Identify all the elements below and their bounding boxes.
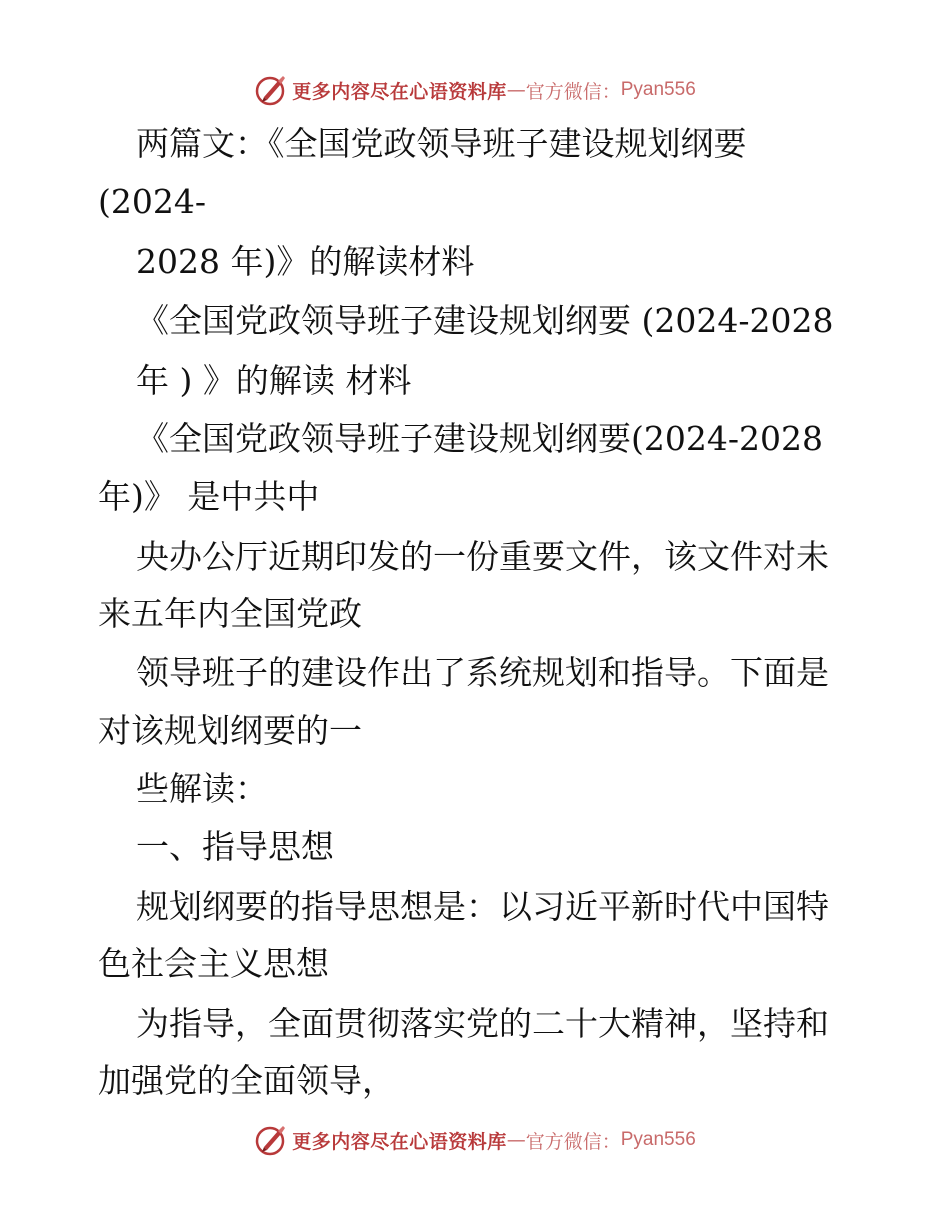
watermark-wechat-label: 官方微信：	[525, 80, 621, 103]
document-title-line-1: 两篇文：《全国党政领导班子建设规划纲要	[136, 124, 747, 163]
watermark-wechat-label: 官方微信：	[525, 1130, 621, 1153]
section-heading: 一、指导思想	[136, 827, 334, 866]
paragraph-line: 加强党的全面领导，	[98, 1061, 395, 1100]
paragraph-line: 《全国党政领导班子建设规划纲要(2024-2028	[136, 419, 823, 458]
watermark-brand-text: 更多内容尽在心语资料库	[292, 1130, 507, 1153]
paragraph-line: 规划纲要的指导思想是：以习近平新时代中国特	[136, 887, 829, 926]
paragraph-line: 央办公厅近期印发的一份重要文件，该文件对未	[136, 537, 829, 576]
paragraph-line: 些解读：	[136, 769, 268, 808]
header-watermark	[0, 70, 950, 110]
paragraph-line: 为指导，全面贯彻落实党的二十大精神，坚持和	[136, 1004, 829, 1043]
watermark-brand-text: 更多内容尽在心语资料库	[292, 80, 507, 103]
quill-pen-logo-icon	[254, 73, 288, 107]
document-subtitle-line-2: 年 ) 》的解读 材料	[136, 361, 412, 400]
paragraph-line: 色社会主义思想	[98, 944, 329, 983]
document-title-line-2: (2024-	[98, 182, 207, 221]
document-subtitle-line-1: 《全国党政领导班子建设规划纲要 (2024-2028	[136, 301, 834, 340]
watermark-separator: —	[506, 79, 526, 101]
quill-pen-logo-icon	[254, 1123, 288, 1157]
paragraph-line: 对该规划纲要的一	[98, 711, 362, 750]
document-title-line-3: 2028 年)》的解读材料	[136, 242, 475, 281]
footer-watermark	[0, 1120, 950, 1160]
paragraph-line: 年)》 是中共中	[98, 477, 320, 516]
paragraph-line: 来五年内全国党政	[98, 594, 362, 633]
watermark-wechat-id: Pyan556	[620, 1129, 696, 1150]
paragraph-line: 领导班子的建设作出了系统规划和指导。下面是	[136, 653, 829, 692]
watermark-wechat-id: Pyan556	[620, 79, 696, 100]
watermark-separator: —	[506, 1129, 526, 1151]
